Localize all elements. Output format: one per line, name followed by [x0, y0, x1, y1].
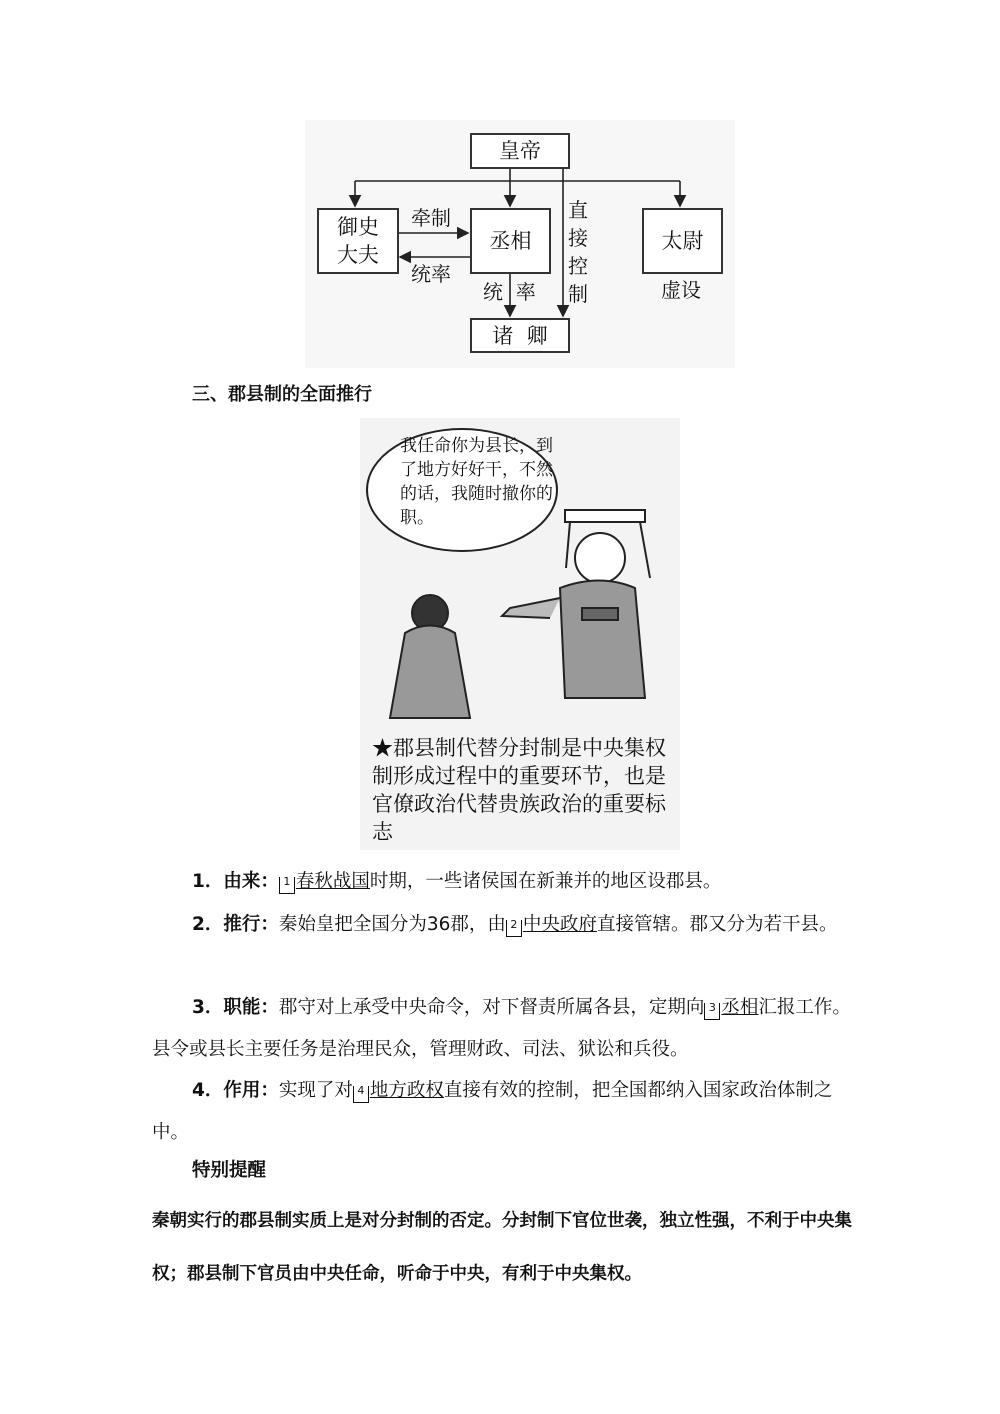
item-label: 1．由来： [192, 871, 279, 892]
ministers-box: 诸 卿 [470, 318, 570, 353]
blank-marker-icon: 4 [353, 1086, 369, 1103]
item-implementation: 2．推行：秦始皇把全国分为36郡，由 2 中央政府直接管辖。郡又分为若干县。 [192, 914, 838, 935]
censor-box: 御史大夫 [317, 208, 399, 274]
blank-marker-icon: 3 [704, 1003, 720, 1020]
speech-text: 我任命你为县长，到了地方好好干，不然的话，我随时撤你的职。 [400, 436, 553, 528]
key-term: 地方政权 [369, 1080, 444, 1101]
restrain-label: 牵制 [411, 206, 451, 230]
commandant-box: 太尉 [642, 208, 723, 274]
item-label: 3．职能： [192, 997, 279, 1018]
key-term: 丞相 [721, 997, 759, 1018]
tip-heading: 特别提醒 [192, 1160, 267, 1181]
key-term: 春秋战国 [295, 871, 370, 892]
item-label: 2．推行： [192, 914, 279, 935]
chancellor-box: 丞相 [470, 208, 551, 274]
blank-marker-icon: 2 [506, 920, 522, 937]
cartoon-caption: ★郡县制代替分封制是中央集权制形成过程中的重要环节，也是官僚政治代替贵族政治的重要标志 [372, 736, 666, 844]
item-origin: 1．由来： 1 春秋战国时期，一些诸侯国在新兼并的地区设郡县。 [192, 871, 722, 892]
item-function: 3．职能：郡守对上承受中央命令，对下督责所属各县，定期向 3 丞相汇报工作。县令或县长主要任务是治理民众，管理财政、司法、狱讼和兵役。 [152, 997, 851, 1060]
cartoon-figures [360, 418, 680, 728]
item-label: 4．作用： [192, 1080, 279, 1101]
qin-central-government-diagram [305, 120, 735, 368]
nominal-label: 虚设 [661, 278, 701, 302]
item-effect: 4．作用：实现了对 4 地方政权直接有效的控制，把全国都纳入国家政治体制之中。 [152, 1080, 833, 1143]
tip-text: 秦朝实行的郡县制实质上是对分封制的否定。分封制下官位世袭，独立性强，不利于中央集权；郡县制下官员由中央任命，听命于中央，有利于中央集权。 [152, 1211, 852, 1284]
lead-down-label: 统 率 [483, 280, 536, 304]
section-heading: 三、郡县制的全面推行 [192, 384, 372, 405]
key-term: 中央政府 [522, 914, 597, 935]
blank-marker-icon: 1 [279, 877, 295, 894]
direct-control-label: 直接控制 [568, 198, 588, 306]
emperor-box: 皇帝 [470, 133, 570, 169]
lead-label: 统率 [411, 262, 451, 286]
emperor-appoints-magistrate-cartoon [360, 418, 680, 850]
